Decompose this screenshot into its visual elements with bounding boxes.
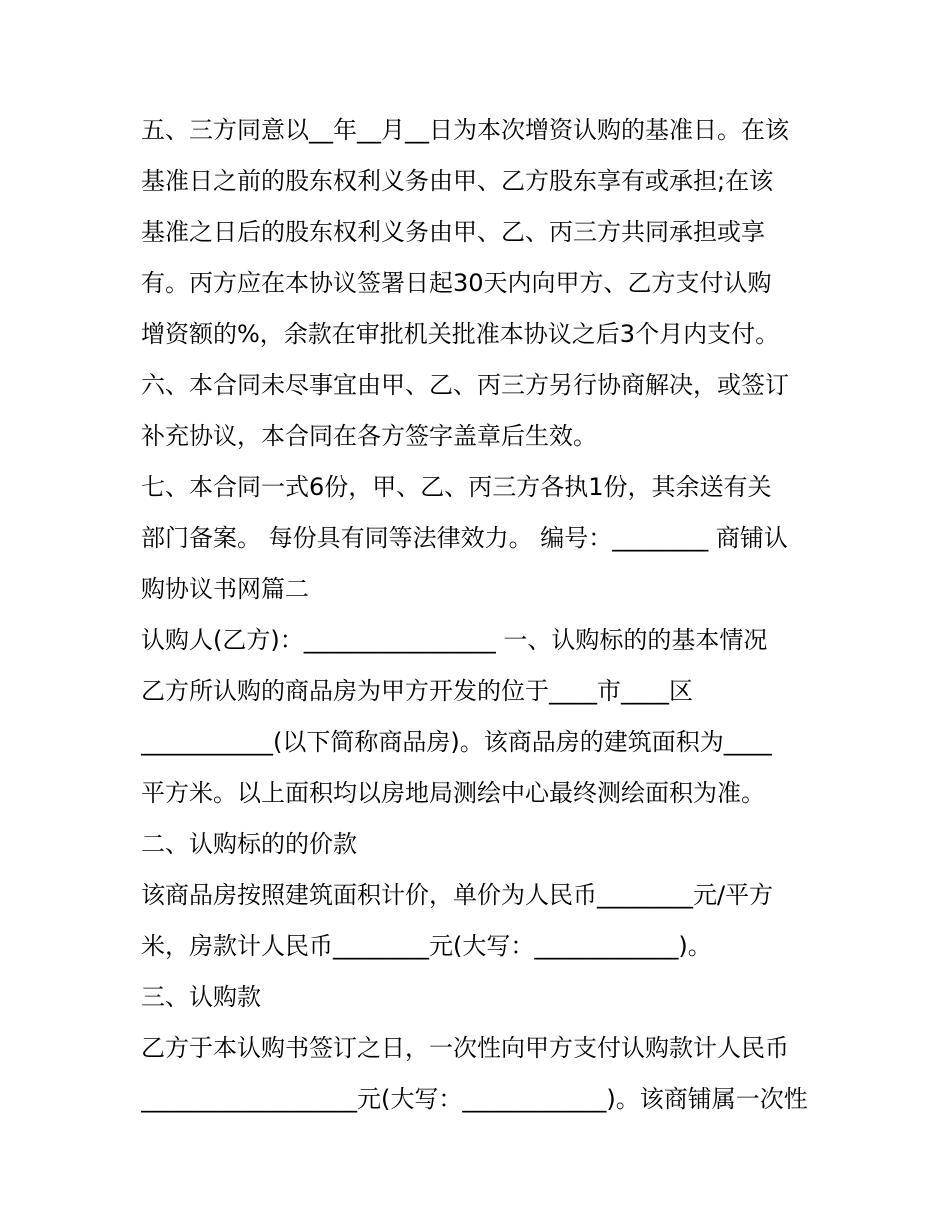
text-line: 七、本合同一式6份，甲、乙、丙三方各执1份，其余送有关 bbox=[141, 473, 772, 501]
text-line: ___________(以下简称商品房)。该商品房的建筑面积为____ bbox=[141, 728, 772, 756]
text-line: 基准之日后的股东权利义务由甲、乙、丙三方共同承担或享 bbox=[141, 218, 765, 246]
text-line: 部门备案。 每份具有同等法律效力。 编号：________ 商铺认 bbox=[141, 524, 788, 552]
section-heading: 二、认购标的的价款 bbox=[141, 830, 357, 858]
text-line: 有。丙方应在本协议签署日起30天内向甲方、乙方支付认购 bbox=[141, 269, 772, 297]
text-line: 该商品房按照建筑面积计价，单价为人民币________元/平方 bbox=[141, 881, 774, 909]
text-line: 米，房款计人民币________元(大写：____________)。 bbox=[141, 932, 712, 960]
text-line: 补充协议，本合同在各方签字盖章后生效。 bbox=[141, 422, 597, 450]
text-line: 购协议书网篇二 bbox=[141, 575, 309, 603]
text-line: 五、三方同意以__年__月__日为本次增资认购的基准日。在该 bbox=[141, 116, 789, 144]
text-line: 基准日之前的股东权利义务由甲、乙方股东享有或承担;在该 bbox=[141, 167, 774, 195]
text-line: __________________元(大写：____________)。该商铺属一次性 bbox=[141, 1085, 808, 1113]
text-line: 增资额的%，余款在审批机关批准本协议之后3个月内支付。 bbox=[141, 320, 780, 348]
text-line: 认购人(乙方)：________________ 一、认购标的的基本情况 bbox=[141, 626, 768, 654]
text-line: 平方米。以上面积均以房地局测绘中心最终测绘面积为准。 bbox=[141, 779, 765, 807]
text-line: 乙方于本认购书签订之日，一次性向甲方支付认购款计人民币 bbox=[141, 1034, 789, 1062]
text-line: 六、本合同未尽事宜由甲、乙、丙三方另行协商解决，或签订 bbox=[141, 371, 789, 399]
text-line: 乙方所认购的商品房为甲方开发的位于____市____区 bbox=[141, 677, 693, 705]
section-heading: 三、认购款 bbox=[141, 983, 261, 1011]
